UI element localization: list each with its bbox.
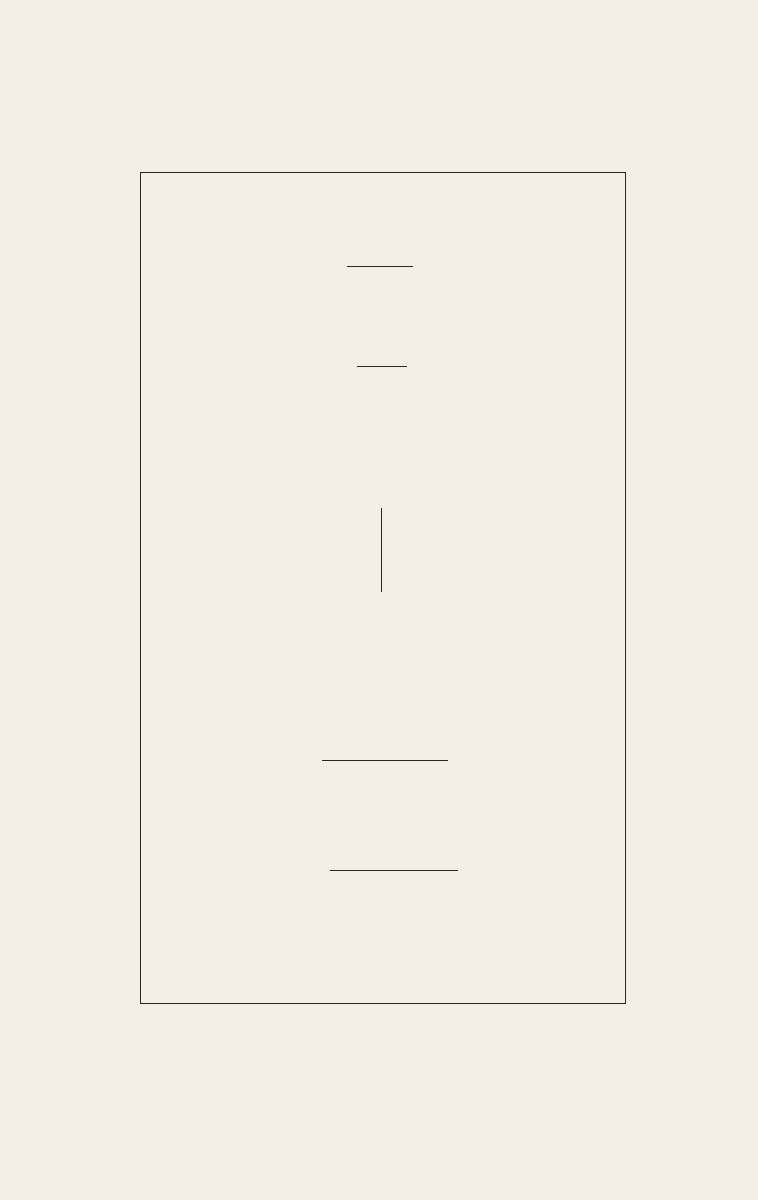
notes-divider [322,760,448,761]
ornamental-border-bottom [119,1006,642,1020]
page-frame [140,172,626,1004]
column-divider [381,508,382,592]
year-divider [357,366,407,367]
ornamental-border-top [119,150,642,164]
ornamental-border-right [630,164,644,1000]
footer-divider [330,870,458,871]
title-divider [347,266,413,267]
ornamental-border-left [119,164,133,1000]
